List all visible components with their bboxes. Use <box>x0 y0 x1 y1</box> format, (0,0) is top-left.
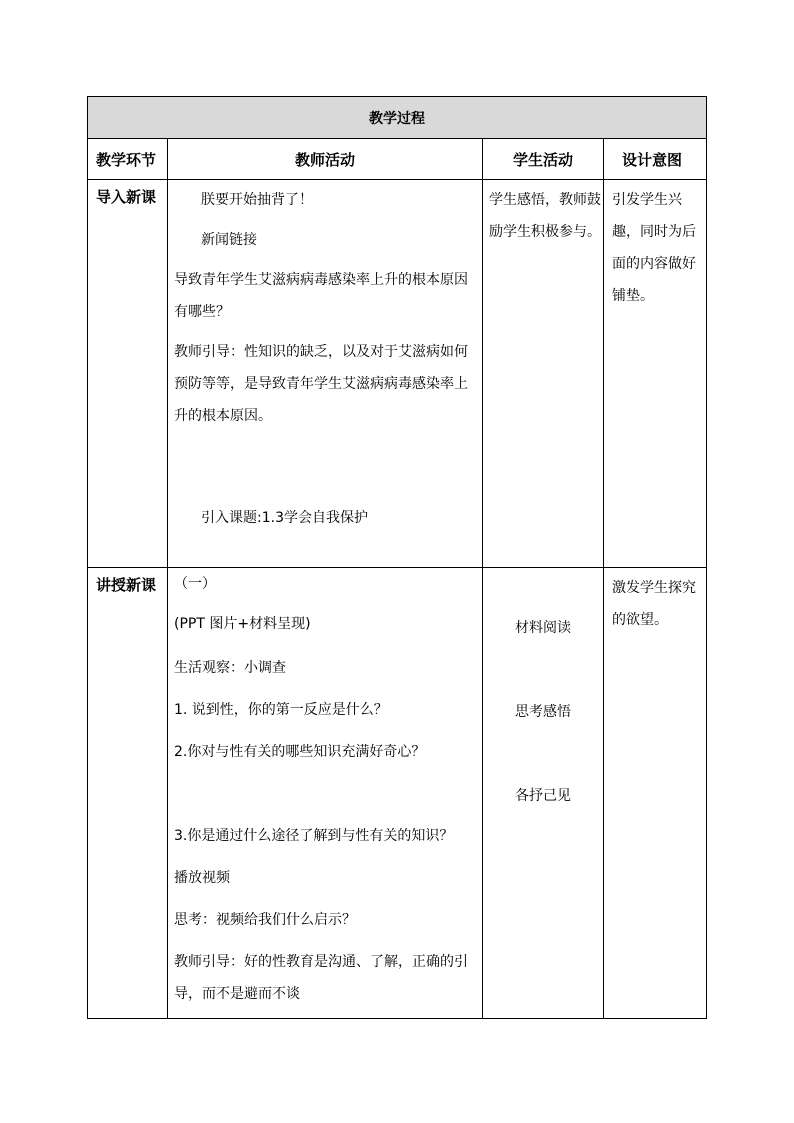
teacher-line: 教师引导：性知识的缺乏，以及对于艾滋病如何预防等等，是导致青年学生艾滋病病毒感染率上升的根本原因。 <box>174 344 468 424</box>
stage-label: 导入新课 <box>96 188 157 206</box>
student-line: 各抒己见 <box>515 788 571 804</box>
header-student-activity: 学生活动 <box>483 139 604 180</box>
header-stage: 教学环节 <box>88 139 168 180</box>
header-design-intent: 设计意图 <box>604 139 707 180</box>
teacher-line: 朕要开始抽背了！ <box>201 192 313 208</box>
teacher-line: 3.你是通过什么途径了解到与性有关的知识？ <box>174 828 454 844</box>
teacher-line: 新闻链接 <box>201 232 257 248</box>
design-intent-cell <box>604 568 707 1019</box>
table-title: 教学过程 <box>88 97 707 139</box>
student-line: 材料阅读 <box>515 620 571 636</box>
teacher-line: 生活观察：小调查 <box>174 660 286 676</box>
teacher-line: 引入课题:1.3学会自我保护 <box>201 510 368 526</box>
teacher-activity-cell <box>168 180 483 568</box>
header-teacher-activity: 教师活动 <box>168 139 483 180</box>
lesson-process-table <box>87 96 707 1019</box>
stage-label: 讲授新课 <box>96 576 157 594</box>
teacher-line: 2.你对与性有关的哪些知识充满好奇心？ <box>174 744 426 760</box>
teacher-line: 导致青年学生艾滋病病毒感染率上升的根本原因有哪些？ <box>174 272 468 320</box>
teacher-line: 1. 说到性，你的第一反应是什么？ <box>174 702 388 718</box>
teacher-line: （一） <box>174 576 216 592</box>
design-intent-cell <box>604 180 707 568</box>
design-intent-text: 引发学生兴趣，同时为后面的内容做好铺垫。 <box>612 192 696 304</box>
student-activity-cell <box>483 180 604 568</box>
teacher-line: 教师引导：好的性教育是沟通、了解，正确的引导，而不是避而不谈 <box>174 954 468 1002</box>
header-row <box>88 139 707 180</box>
teacher-line: 播放视频 <box>174 870 230 886</box>
stage-cell <box>88 568 168 1019</box>
teacher-line: (PPT 图片+材料呈现) <box>174 616 311 632</box>
teacher-line: 思考：视频给我们什么启示？ <box>174 912 356 928</box>
table-row <box>88 568 707 1019</box>
teacher-activity-cell <box>168 568 483 1019</box>
student-activity-cell <box>483 568 604 1019</box>
student-line: 学生感悟，教师鼓励学生积极参与。 <box>489 192 601 240</box>
student-line: 思考感悟 <box>515 704 571 720</box>
stage-cell <box>88 180 168 568</box>
design-intent-text: 激发学生探究的欲望。 <box>612 580 696 628</box>
table-row <box>88 180 707 568</box>
